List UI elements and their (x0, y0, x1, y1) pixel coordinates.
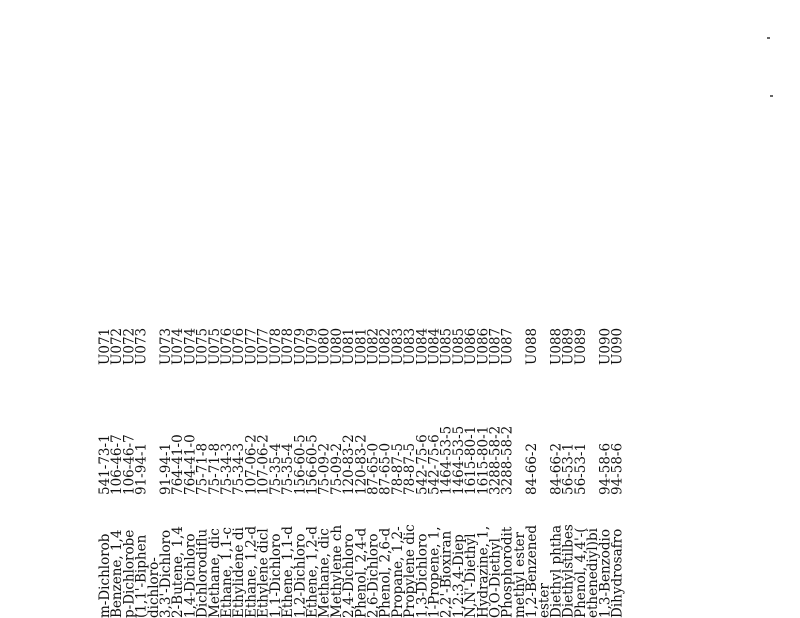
cas-number-cell: 87-65-0 (365, 442, 382, 495)
cas-number-cell: 84-66-2 (524, 442, 541, 495)
waste-code-cell: U078 (267, 327, 284, 365)
waste-code-cell: U072 (121, 327, 138, 365)
chemical-name-cell: 3,3'-Dichloro (158, 529, 175, 618)
waste-code-cell: U075 (194, 327, 211, 365)
chemical-name-cell: ester (536, 583, 553, 618)
chemical-name-cell: 1-Propene, 1, (426, 526, 443, 618)
cas-number-cell: 75-71-8 (194, 442, 211, 495)
chemical-name-cell: 2,2'-Bioxiran (438, 530, 455, 618)
cas-number-cell: 1464-53-5 (450, 425, 467, 495)
waste-code-cell: U087 (487, 327, 504, 365)
cas-number-cell: 1615-80-1 (463, 425, 480, 495)
chemical-name-cell: Ethylene dicl (255, 528, 272, 618)
chemical-name-cell: 2,4-Dichloro (341, 533, 358, 618)
cas-number-cell: 75-09-2 (316, 442, 333, 495)
chemical-name-cell: Dichlorodiflu (194, 528, 211, 618)
chemical-name-cell: p-Dichlorobe (121, 529, 138, 618)
cas-number-cell: 3288-58-2 (499, 425, 516, 495)
chemical-name-cell: Dihydrosafro (609, 528, 626, 618)
cas-number-cell: 78-87-5 (389, 442, 406, 495)
waste-code-cell: U084 (414, 327, 431, 365)
waste-code-cell: U088 (548, 327, 565, 365)
cas-number-cell: 78-87-5 (402, 442, 419, 495)
chemical-name-cell: Methane, dic (206, 528, 223, 618)
cas-number-cell: 120-83-2 (353, 434, 370, 495)
cas-number-cell: 1615-80-1 (475, 425, 492, 495)
waste-code-cell: U080 (328, 327, 345, 365)
cas-number-cell: 87-65-0 (377, 442, 394, 495)
cas-number-cell: 106-46-7 (109, 434, 126, 495)
waste-code-cell: U072 (109, 327, 126, 365)
chemical-name-cell: Phenol, 4,4'-( (572, 527, 589, 618)
waste-code-cell: U079 (292, 327, 309, 365)
cas-number-cell: 120-83-2 (341, 434, 358, 495)
chemical-name-cell: dichloro- (145, 557, 162, 618)
waste-code-cell: U076 (219, 327, 236, 365)
waste-code-cell: U077 (255, 327, 272, 365)
chemical-name-cell: 1,3-Dichloro (414, 533, 431, 618)
waste-code-cell: U085 (438, 327, 455, 365)
waste-code-cell: U086 (463, 327, 480, 365)
chemical-name-cell: Methylene ch (328, 524, 345, 618)
waste-code-cell: U085 (450, 327, 467, 365)
cas-number-cell: 75-71-8 (206, 442, 223, 495)
cas-number-cell: 542-75-6 (414, 434, 431, 495)
chemical-name-cell: 1,3-Benzodio (597, 529, 614, 618)
waste-code-cell: U081 (353, 327, 370, 365)
chemical-name-cell: Diethylstilbes (560, 524, 577, 618)
chemical-name-cell: 1,1-Dichloro (267, 533, 284, 618)
cas-number-cell: 542-75-6 (426, 434, 443, 495)
cas-number-cell: 56-53-1 (572, 442, 589, 495)
cas-number-cell: 764-41-0 (170, 434, 187, 495)
chemical-name-cell: 2-Butene, 1,4 (170, 526, 187, 618)
hazardous-waste-code-column (99, 250, 624, 365)
waste-code-cell: U082 (365, 327, 382, 365)
chemical-name-cell: m-Dichlorob (97, 533, 113, 618)
chemical-name-cell: Ethene, 1,2-d (304, 526, 321, 618)
cas-number-cell: 3288-58-2 (487, 425, 504, 495)
waste-code-cell: U083 (402, 327, 419, 365)
chemical-name-cell: Benzene, 1,4 (109, 529, 126, 618)
waste-code-cell: U073 (158, 327, 175, 365)
cas-number-cell: 75-34-3 (219, 442, 236, 495)
cas-number-cell: 94-58-6 (609, 442, 626, 495)
waste-code-cell: U086 (475, 327, 492, 365)
waste-code-cell: U074 (182, 327, 199, 365)
waste-code-cell: U090 (597, 327, 614, 365)
chemical-name-cell: Propane, 1,2- (389, 526, 406, 618)
waste-code-cell: U074 (170, 327, 187, 365)
scan-speck (767, 37, 770, 39)
waste-code-cell: U078 (280, 327, 297, 365)
cas-number-cell: 75-34-3 (231, 442, 248, 495)
waste-code-cell: U083 (389, 327, 406, 365)
chemical-name-cell: Propylene dic (402, 524, 419, 618)
chemical-name-cell: Ethane, 1,2-d (243, 526, 260, 618)
waste-code-cell: U090 (609, 327, 626, 365)
cas-number-cell: 75-35-4 (280, 442, 297, 495)
cas-number-cell: 764-41-0 (182, 434, 199, 495)
chemical-name-cell: Phenol, 2,4-d (353, 527, 370, 618)
waste-code-cell: U076 (231, 327, 248, 365)
chemical-name-column (99, 495, 624, 618)
waste-code-cell: U089 (572, 327, 589, 365)
cas-number-cell: 107-06-2 (243, 434, 260, 495)
chemical-name-cell: ethenediyl)bi (585, 528, 602, 618)
waste-code-cell: U081 (341, 327, 358, 365)
chemical-name-cell: Methane, dic (316, 528, 333, 618)
cas-number-cell: 1464-53-5 (438, 425, 455, 495)
cas-number-cell: 156-60-5 (292, 434, 309, 495)
waste-code-cell: U079 (304, 327, 321, 365)
waste-code-cell: U087 (499, 327, 516, 365)
chemical-name-cell: (1,1'-Biphen (133, 534, 150, 618)
chemical-name-cell: Phenol, 2,6-d (377, 527, 394, 618)
chemical-name-cell: Phosphorodit (499, 526, 516, 618)
waste-code-cell: U084 (426, 327, 443, 365)
chemical-name-cell: 1,4-Dichloro (182, 533, 199, 618)
chemical-name-cell: 1,2:3,4-Diep (450, 534, 467, 618)
chemical-name-cell: 1,2-Dichloro (292, 533, 309, 618)
cas-number-cell: 106-46-7 (121, 434, 138, 495)
cas-number-column (99, 365, 624, 495)
waste-code-cell: U082 (377, 327, 394, 365)
chemical-name-cell: Ethylidene di (231, 527, 248, 618)
waste-code-cell: U073 (133, 327, 150, 365)
waste-code-cell: U088 (524, 327, 541, 365)
cas-number-cell: 156-60-5 (304, 434, 321, 495)
scan-speck (770, 95, 773, 97)
chemical-name-cell: 2,6-Dichloro (365, 533, 382, 618)
chemical-name-cell: Diethyl phtha (548, 525, 565, 618)
waste-code-cell: U075 (206, 327, 223, 365)
chemical-name-cell: Ethane, 1,1-c (219, 527, 236, 618)
chemical-name-cell: methyl ester (511, 532, 528, 618)
chemical-name-cell: 1,2-Benzened (524, 524, 541, 618)
cas-number-cell: 94-58-6 (597, 442, 614, 495)
cas-number-cell: 91-94-1 (133, 442, 150, 495)
chemical-name-cell: O,O-Diethyl (487, 538, 504, 618)
cas-number-cell: 541-73-1 (97, 434, 113, 495)
chemical-name-cell: Hydrazine, 1, (475, 525, 492, 618)
cas-number-cell: 56-53-1 (560, 442, 577, 495)
waste-code-cell: U071 (97, 327, 113, 365)
cas-number-cell: 107-06-2 (255, 434, 272, 495)
cas-number-cell: 84-66-2 (548, 442, 565, 495)
cas-number-cell: 91-94-1 (158, 442, 175, 495)
waste-code-cell: U077 (243, 327, 260, 365)
chemical-name-cell: N,N'-Diethyl (463, 533, 480, 618)
waste-code-cell: U080 (316, 327, 333, 365)
cas-number-cell: 75-35-4 (267, 442, 284, 495)
waste-code-cell: U089 (560, 327, 577, 365)
cas-number-cell: 75-09-2 (328, 442, 345, 495)
chemical-name-cell: Ethene, 1,1-d (280, 526, 297, 618)
